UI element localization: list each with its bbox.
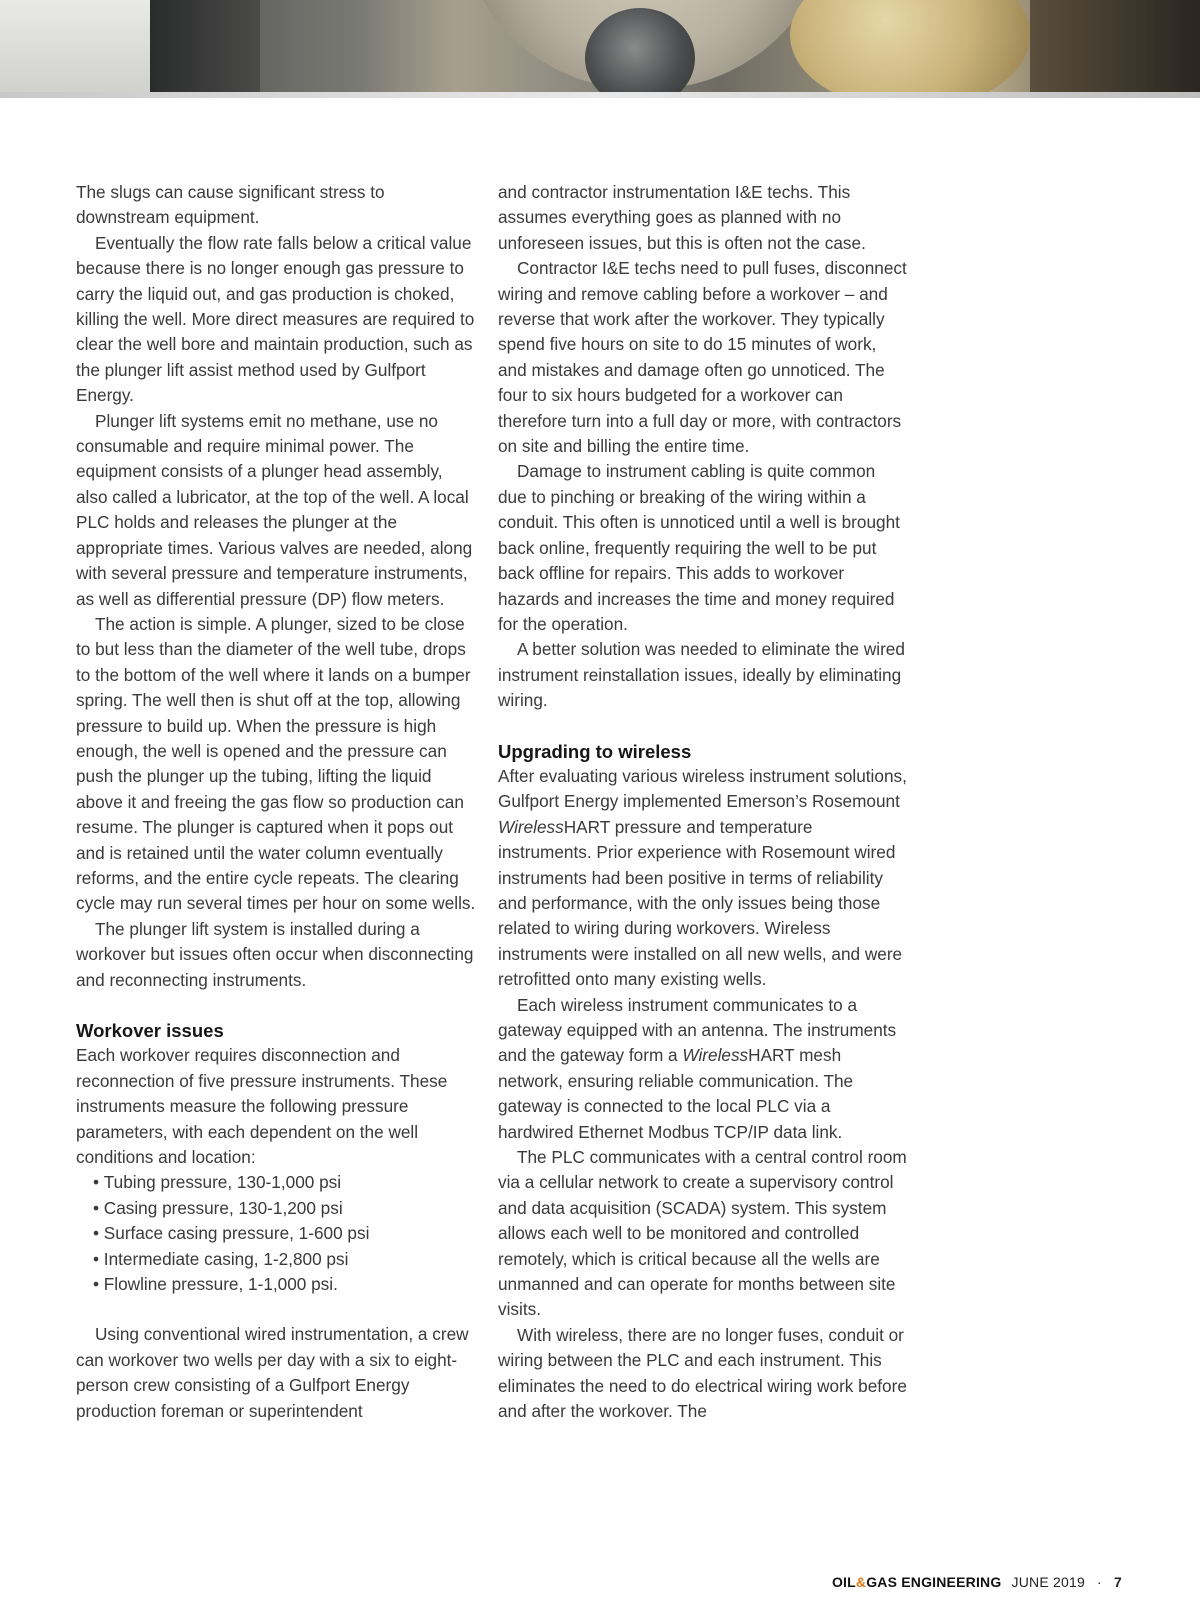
paragraph: The plunger lift system is installed during a workover but issues often occur when disconnecting and reconnecting instruments. (76, 918, 474, 990)
paragraph: and contractor instrumentation I&E techs. This assumes everything goes as planned with no unforeseen issues, but this is often not the case. (498, 182, 866, 253)
paragraph: Eventually the flow rate falls below a critical value because there is no longer enough gas pressure to carry the liquid out, and gas production is choked, killing the well. More direct measures are required to clear the well bore and maintain production, such as the plunger lift assist method used by Gulfport Energy. (76, 232, 475, 406)
separator-dot: · (1097, 1574, 1102, 1590)
paragraph: A better solution was needed to eliminate the wired instrument reinstallation issues, ideally by eliminating wiring. (498, 639, 905, 711)
paragraph: Damage to instrument cabling is quite common due to pinching or breaking of the wiring within a conduit. This often is unnoticed until a well is brought back online, frequently requiring the well to be put back offline for repairs. This adds to workover hazards and increases the time and money required for the operation. (498, 461, 900, 634)
text-run: HART pressure and temperature instruments. Prior experience with Rosemount wired instruments had been positive in terms of reliability and performance, with the only issues being those related to wiring during workovers. Wireless instruments were installed on all new wells, and were retrofitted onto many existing wells. (498, 816, 903, 990)
text-run-italic: Wireless (498, 816, 564, 837)
section-heading: Upgrading to wireless (498, 740, 692, 762)
magazine-name-part: OIL (831, 1574, 856, 1590)
header-photo (0, 0, 1200, 98)
magazine-name-part: GAS ENGINEERING (866, 1574, 1002, 1590)
paragraph: Contractor I&E techs need to pull fuses, disconnect wiring and remove cabling before a workover – and reverse that work after the workover. They typically spend five hours on site to do 15 minutes of work, and mistakes and damage often go unnoticed. The four to six hours budgeted for a workover can therefore turn into a full day or more, with contractors on site and billing the entire time. (498, 258, 907, 457)
paragraph: The action is simple. A plunger, sized to be close to but less than the diameter of the well tube, drops to the bottom of the well where it lands on a bumper spring. The well then is shut off at the top, allowing pressure to build up. When the pressure is high enough, the well is opened and the pressure can push the plunger up the tubing, lifting the liquid above it and freeing the gas flow so production can resume. The plunger is captured when it pops out and is retained until the water column eventually reforms, and the entire cycle repeats. The clearing cycle may run several times per hour on some wells. (76, 613, 476, 914)
list-item: • Surface casing pressure, 1-600 psi (93, 1221, 476, 1246)
section-heading: Workover issues (76, 1020, 224, 1041)
list-item: • Flowline pressure, 1-1,000 psi. (93, 1272, 476, 1297)
list-item: • Casing pressure, 130-1,200 psi (93, 1196, 476, 1221)
list-item: • Tubing pressure, 130-1,000 psi (93, 1170, 476, 1195)
text-run: HART mesh network, ensuring reliable communication. The gateway is connected to the local PLC via a hardwired Ethernet Modbus TCP/IP data link. (498, 1045, 854, 1142)
list-item: • Intermediate casing, 1-2,800 psi (93, 1247, 476, 1272)
page-footer (832, 1574, 1122, 1590)
text-run: After evaluating various wireless instrument solutions, Gulfport Energy implemented Emerson’s Rosemount (498, 765, 907, 812)
magazine-name-ampersand: & (855, 1574, 867, 1590)
paragraph: Using conventional wired instrumentation, a crew can workover two wells per day with a six to eight-person crew consisting of a Gulfport Energy production foreman or superintendent (76, 1324, 469, 1421)
paragraph: The PLC communicates with a central control room via a cellular network to create a supervisory control and data acquisition (SCADA) system. This system allows each well to be monitored and controlled remotely, which is critical because all the wells are unmanned and can operate for months between site visits. (498, 1147, 907, 1320)
right-column (498, 180, 908, 1425)
paragraph: Each workover requires disconnection and reconnection of five pressure instruments. These instruments measure the following pressure parameters, with each dependent on the well conditions and location: (76, 1045, 448, 1168)
paragraph (498, 993, 908, 1145)
paragraph: With wireless, there are no longer fuses, conduit or wiring between the PLC and each instrument. This eliminates the need to do electrical wiring work before and after the workover. The (498, 1324, 907, 1422)
text-run-italic: Wireless (682, 1045, 749, 1066)
paragraph: Plunger lift systems emit no methane, use no consumable and require minimal power. The equipment consists of a plunger head assembly, also called a lubricator, at the top of the well. A local PLC holds and releases the plunger at the appropriate times. Various valves are needed, along with several pressure and temperature instruments, as well as differential pressure (DP) flow meters. (76, 410, 473, 609)
paragraph: The slugs can cause significant stress to downstream equipment. (76, 182, 385, 228)
issue-date: JUNE 2019 (1011, 1574, 1085, 1590)
paragraph (498, 764, 908, 993)
left-column (76, 180, 476, 1424)
bullet-list (76, 1170, 476, 1297)
page-number: 7 (1114, 1574, 1122, 1590)
magazine-name (832, 1574, 1002, 1590)
text-run: Each wireless instrument communicates to a gateway equipped with an antenna. The instruments and the gateway form a (498, 994, 897, 1066)
